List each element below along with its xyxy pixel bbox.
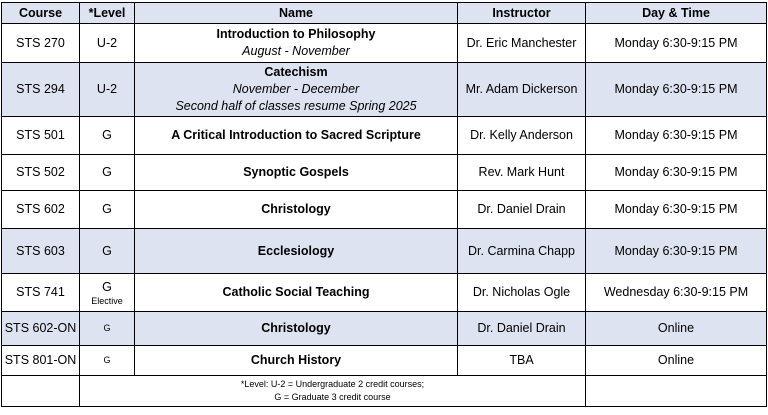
course-instructor: TBA: [458, 346, 586, 376]
course-time: Monday 6:30-9:15 PM: [586, 24, 767, 63]
course-level-cell: [80, 274, 135, 312]
course-schedule: [1, 2, 767, 407]
course-instructor: Dr. Daniel Drain: [458, 312, 586, 346]
course-title: Ecclesiology: [257, 243, 335, 258]
table-row: [2, 274, 767, 312]
course-title: Christology: [261, 321, 331, 335]
course-title: Catholic Social Teaching: [222, 285, 370, 299]
course-time: Monday 6:30-9:15 PM: [586, 155, 767, 191]
course-name-cell: [135, 63, 458, 117]
footnote-row: [2, 376, 767, 407]
table-row: [2, 312, 767, 346]
course-level: G: [80, 117, 135, 155]
header-course: Course: [2, 3, 80, 24]
course-subtitle: August - November: [242, 44, 350, 58]
course-instructor: Dr. Daniel Drain: [458, 191, 586, 229]
course-name-cell: [135, 346, 458, 376]
footnote-line-2: G = Graduate 3 credit course: [274, 392, 391, 402]
course-time: Monday 6:30-9:15 PM: [586, 63, 767, 117]
course-code: STS 602: [2, 191, 80, 229]
course-code: STS 502: [2, 155, 80, 191]
footnote-empty-cell: [2, 376, 80, 407]
course-name-cell: [135, 24, 458, 63]
course-time: Monday 6:30-9:15 PM: [586, 191, 767, 229]
course-name-cell: [135, 312, 458, 346]
course-time: Wednesday 6:30-9:15 PM: [586, 274, 767, 312]
header-level: *Level: [80, 3, 135, 24]
course-level: G: [102, 279, 112, 294]
table-row: [2, 117, 767, 155]
table-row: [2, 155, 767, 191]
course-code: STS 294: [2, 63, 80, 117]
course-code: STS 801-ON: [2, 346, 80, 376]
course-code: STS 741: [2, 274, 80, 312]
course-instructor: Dr. Nicholas Ogle: [458, 274, 586, 312]
course-instructor: Dr. Eric Manchester: [458, 24, 586, 63]
course-title: Church History: [250, 353, 342, 367]
course-name-cell: [135, 117, 458, 155]
course-name-cell: [135, 191, 458, 229]
table-row: [2, 63, 767, 117]
course-time: Monday 6:30-9:15 PM: [586, 229, 767, 274]
course-code: STS 501: [2, 117, 80, 155]
course-title: Introduction to Philosophy: [216, 27, 376, 41]
course-level: G: [80, 229, 135, 274]
course-code: STS 270: [2, 24, 80, 63]
course-level: G: [80, 191, 135, 229]
course-level: U-2: [80, 24, 135, 63]
course-level-note: Elective: [91, 295, 123, 306]
header-instructor: Instructor: [458, 3, 586, 24]
table-row: [2, 229, 767, 274]
course-name-cell: [135, 229, 458, 274]
header-day-time: Day & Time: [586, 3, 767, 24]
header-row: [2, 3, 767, 24]
course-title: Synoptic Gospels: [243, 165, 349, 179]
table-row: [2, 346, 767, 376]
course-level: G: [80, 155, 135, 191]
course-instructor: Dr. Kelly Anderson: [458, 117, 586, 155]
course-title: A Critical Introduction to Sacred Scripture: [171, 128, 421, 142]
course-level: G: [80, 312, 135, 346]
course-code: STS 603: [2, 229, 80, 274]
course-title: Christology: [261, 202, 331, 216]
course-subtitle: November - December: [232, 82, 360, 96]
footnote-empty-cell: [586, 376, 767, 407]
course-time: Online: [586, 312, 767, 346]
table-row: [2, 191, 767, 229]
course-instructor: Dr. Carmina Chapp: [458, 229, 586, 274]
footnote-cell: [80, 376, 586, 407]
course-level: U-2: [80, 63, 135, 117]
table-row: [2, 24, 767, 63]
course-time: Monday 6:30-9:15 PM: [586, 117, 767, 155]
course-instructor: Rev. Mark Hunt: [458, 155, 586, 191]
course-name-cell: [135, 274, 458, 312]
course-level: G: [80, 346, 135, 376]
course-time: Online: [586, 346, 767, 376]
course-name-cell: [135, 155, 458, 191]
course-instructor: Mr. Adam Dickerson: [458, 63, 586, 117]
header-name: Name: [135, 3, 458, 24]
course-code: STS 602-ON: [2, 312, 80, 346]
course-schedule-table: [1, 2, 767, 407]
course-title: Catechism: [264, 65, 328, 79]
footnote-line-1: *Level: U-2 = Undergraduate 2 credit courses;: [240, 379, 425, 389]
course-subtitle: Second half of classes resume Spring 2025: [175, 99, 417, 113]
